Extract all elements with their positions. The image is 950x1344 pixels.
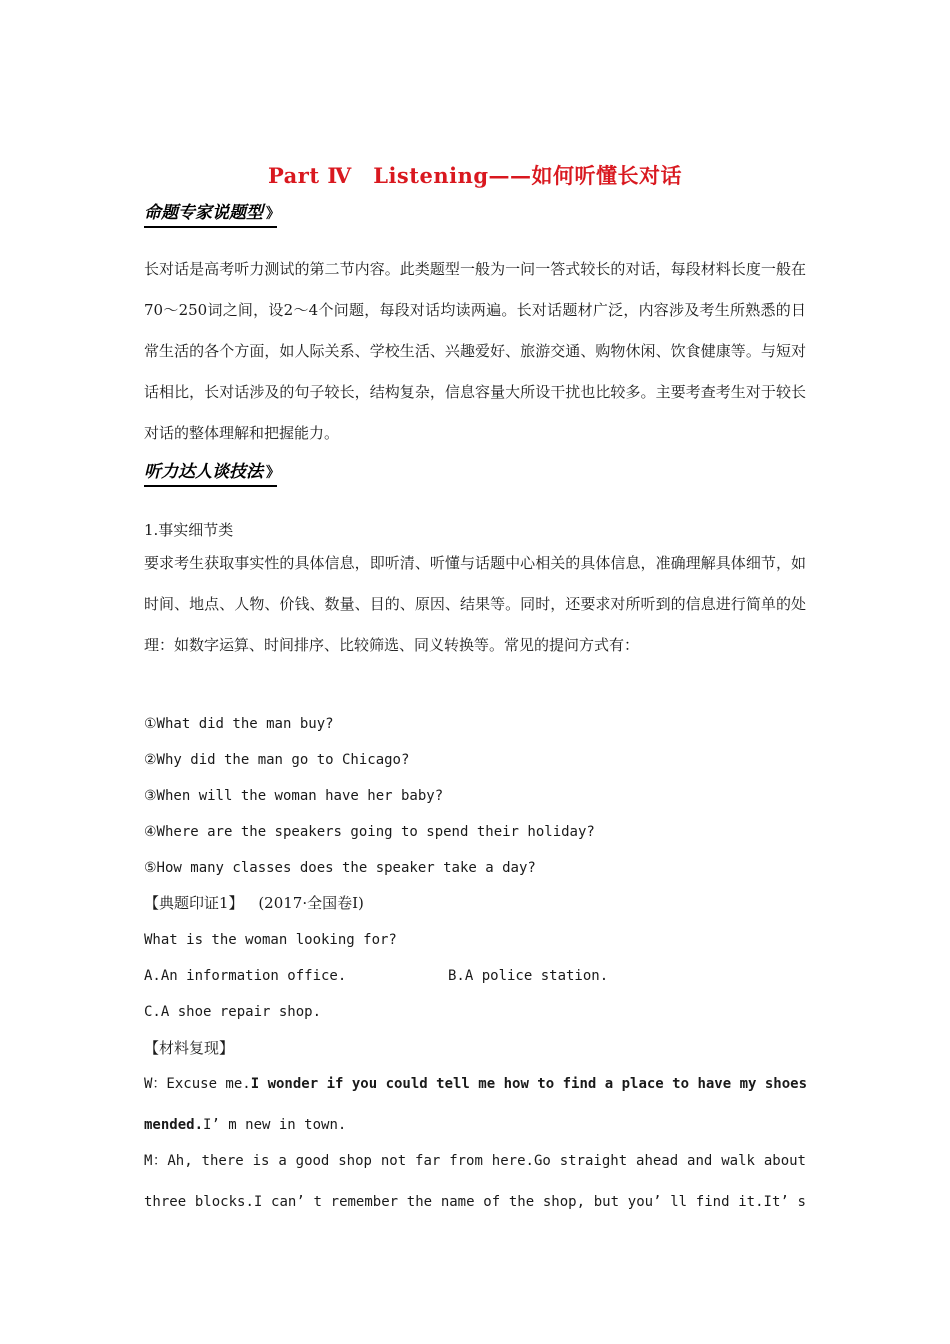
dialogue-m-line-2: three blocks.I can’ t remember the name of the shop, but you’ ll find it.It’ s xyxy=(144,1194,806,1210)
section-heading-text: 听力达人谈技法 xyxy=(144,462,263,482)
question-3: ③When will the woman have her baby? xyxy=(144,788,444,804)
key-sentence: I wonder if you could tell me how to find a place to have my shoes xyxy=(250,1076,808,1092)
example-label: 【典题印证1】 xyxy=(144,894,244,912)
example-question: What is the woman looking for? xyxy=(144,932,397,948)
section-heading-question-types xyxy=(144,198,277,228)
question-2: ②Why did the man go to Chicago? xyxy=(144,752,410,768)
option-b: B.A police station. xyxy=(448,968,609,984)
detail-paragraph: 要求考生获取事实性的具体信息，即听清、听懂与话题中心相关的具体信息，准确理解具体细节，如时间、地点、人物、价钱、数量、目的、原因、结果等。同时，还要求对所听到的信息进行简单的处理：如数字运算、时间排序、比较筛选、同义转换等。常见的提问方式有： xyxy=(144,554,806,654)
item-title: 1.事实细节类 xyxy=(144,521,234,539)
option-c: C.A shoe repair shop. xyxy=(144,1004,322,1020)
dialogue-m-line-1: M：Ah, there is a good shop not far from here.Go straight ahead and walk about xyxy=(144,1153,806,1169)
speaker-w-prefix: W：Excuse me. xyxy=(144,1076,251,1092)
example-source: (2017·全国卷Ⅰ) xyxy=(258,894,364,912)
question-4: ④Where are the speakers going to spend their holiday? xyxy=(144,824,595,840)
key-sentence-end: mended. xyxy=(144,1117,204,1133)
dialogue-w-line-2 xyxy=(144,1115,346,1135)
section-heading-text: 命题专家说题型 xyxy=(144,203,263,223)
dialogue-w-line-1 xyxy=(144,1074,806,1094)
material-label: 【材料复现】 xyxy=(144,1039,235,1057)
page-title: Part Ⅳ Listening——如何听懂长对话 xyxy=(267,163,683,188)
option-a: A.An information office. xyxy=(144,968,347,984)
question-1: ①What did the man buy? xyxy=(144,716,334,732)
double-chevron-icon: 》 xyxy=(266,465,277,481)
double-chevron-icon: 》 xyxy=(266,206,277,222)
dialogue-w-rest: I’ m new in town. xyxy=(203,1117,347,1133)
question-5: ⑤How many classes does the speaker take a day? xyxy=(144,860,536,876)
intro-paragraph: 长对话是高考听力测试的第二节内容。此类题型一般为一问一答式较长的对话，每段材料长度一般在70～250词之间，设2～4个问题，每段对话均读两遍。长对话题材广泛，内容涉及考生所熟悉的日常生活的各个方面，如人际关系、学校生活、兴趣爱好、旅游交通、购物休闲、饮食健康等。与短对话相比，长对话涉及的句子较长，结构复杂，信息容量大所设干扰也比较多。主要考查考生对于较长对话的整体理解和把握能力。 xyxy=(144,260,806,442)
example-header xyxy=(144,893,364,913)
section-heading-techniques xyxy=(144,457,277,487)
